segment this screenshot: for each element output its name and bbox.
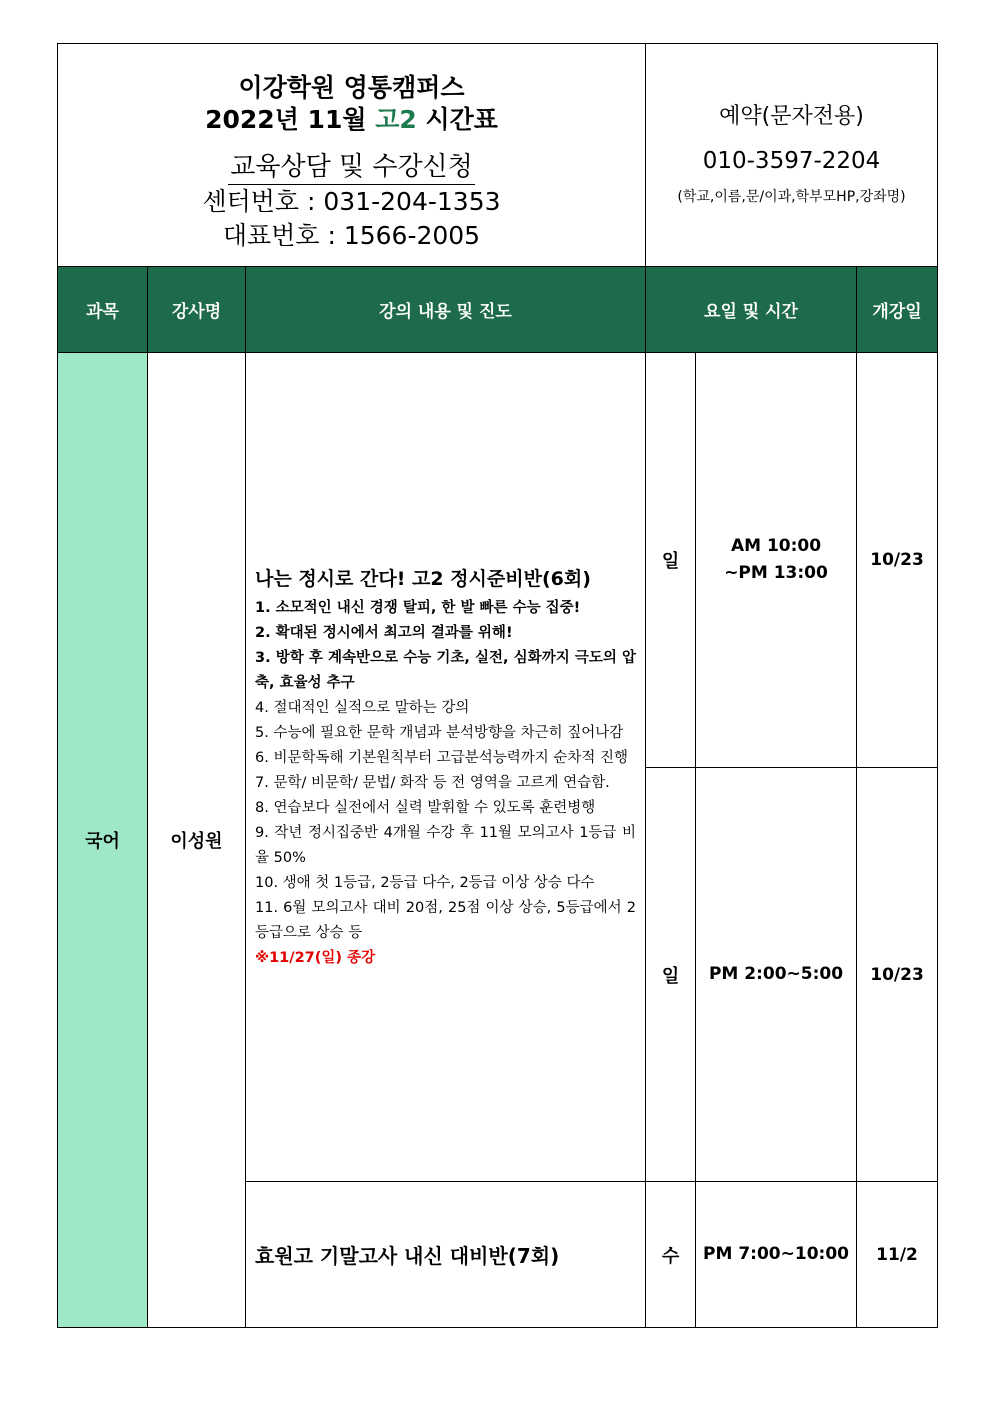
- course1-point: 3. 방학 후 계속반으로 수능 기초, 실전, 심화까지 극도의 압축, 효율성 추구: [255, 649, 637, 691]
- course2-time: PM 7:00~10:00: [696, 1182, 857, 1328]
- session2-start: 10/23: [857, 768, 938, 1182]
- session1-start: 10/23: [857, 353, 938, 768]
- main-phone: 대표번호 : 1566-2005: [222, 220, 481, 250]
- schedule-title: [58, 104, 645, 136]
- schedule-title-prefix: 2022년 11월: [205, 104, 376, 134]
- reservation-label: 예약(문자전용): [719, 104, 864, 129]
- course1-point: 1. 소모적인 내신 경쟁 탈피, 한 발 빠른 수능 집중!: [255, 599, 581, 616]
- column-header-row: [58, 267, 938, 353]
- header-info: [58, 44, 646, 267]
- course1-point: 11. 6월 모의고사 대비 20점, 25점 이상 상승, 5등급에서 2등급으로 상승 등: [255, 899, 637, 941]
- session1-time-line1: AM 10:00: [730, 536, 822, 556]
- header-row: [58, 44, 938, 267]
- course1-point: 2. 확대된 정시에서 최고의 결과를 위해!: [255, 624, 513, 641]
- timetable-sheet: [57, 43, 937, 1328]
- course1-point: 5. 수능에 필요한 문학 개념과 분석방향을 차근히 짚어나감: [255, 724, 624, 741]
- course1-point: 10. 생애 첫 1등급, 2등급 다수, 2등급 이상 상승 다수: [255, 874, 595, 891]
- col-subject: 과목: [58, 267, 148, 353]
- course1-point: 9. 작년 정시집중반 4개월 수강 후 11월 모의고사 1등급 비율 50%: [255, 824, 637, 866]
- table-row: [58, 353, 938, 768]
- academy-title: 이강학원 영통캠퍼스: [238, 72, 465, 102]
- col-start: 개강일: [857, 267, 938, 353]
- course1-point: 4. 절대적인 실적으로 말하는 강의: [255, 699, 470, 716]
- teacher-cell: 이성원: [148, 353, 246, 1328]
- grade-label: 고2: [375, 104, 417, 134]
- session2-day: 일: [646, 768, 696, 1182]
- schedule-title-suffix: 시간표: [416, 104, 498, 134]
- reservation-note: (학교,이름,문/이과,학부모HP,강좌명): [677, 189, 906, 205]
- course1-end-note: ※11/27(일) 종강: [255, 949, 376, 966]
- course1-content: [246, 353, 646, 1182]
- course2-day: 수: [646, 1182, 696, 1328]
- course1-point: 6. 비문학독해 기본원칙부터 고급분석능력까지 순차적 진행: [255, 749, 629, 766]
- subject-cell: 국어: [58, 353, 148, 1328]
- course1-title: 나는 정시로 간다! 고2 정시준비반(6회): [255, 567, 591, 590]
- course1-point: 7. 문학/ 비문학/ 문법/ 화작 등 전 영역을 고르게 연습함.: [255, 774, 610, 791]
- session2-time: PM 2:00~5:00: [696, 768, 857, 1182]
- timetable: [57, 43, 938, 1328]
- reservation-phone: 010-3597-2204: [702, 148, 881, 174]
- col-schedule: 요일 및 시간: [646, 267, 857, 353]
- center-phone: 센터번호 : 031-204-1353: [202, 186, 501, 216]
- course1-point: 8. 연습보다 실전에서 실력 발휘할 수 있도록 훈련병행: [255, 799, 596, 816]
- session1-time: [696, 353, 857, 768]
- consult-label: 교육상담 및 수강신청: [228, 150, 475, 185]
- col-teacher: 강사명: [148, 267, 246, 353]
- course2-start: 11/2: [857, 1182, 938, 1328]
- reservation-info: [646, 44, 938, 267]
- session1-day: 일: [646, 353, 696, 768]
- course2-title: 효원고 기말고사 내신 대비반(7회): [246, 1182, 646, 1328]
- col-content: 강의 내용 및 진도: [246, 267, 646, 353]
- session1-time-line2: ~PM 13:00: [724, 563, 828, 583]
